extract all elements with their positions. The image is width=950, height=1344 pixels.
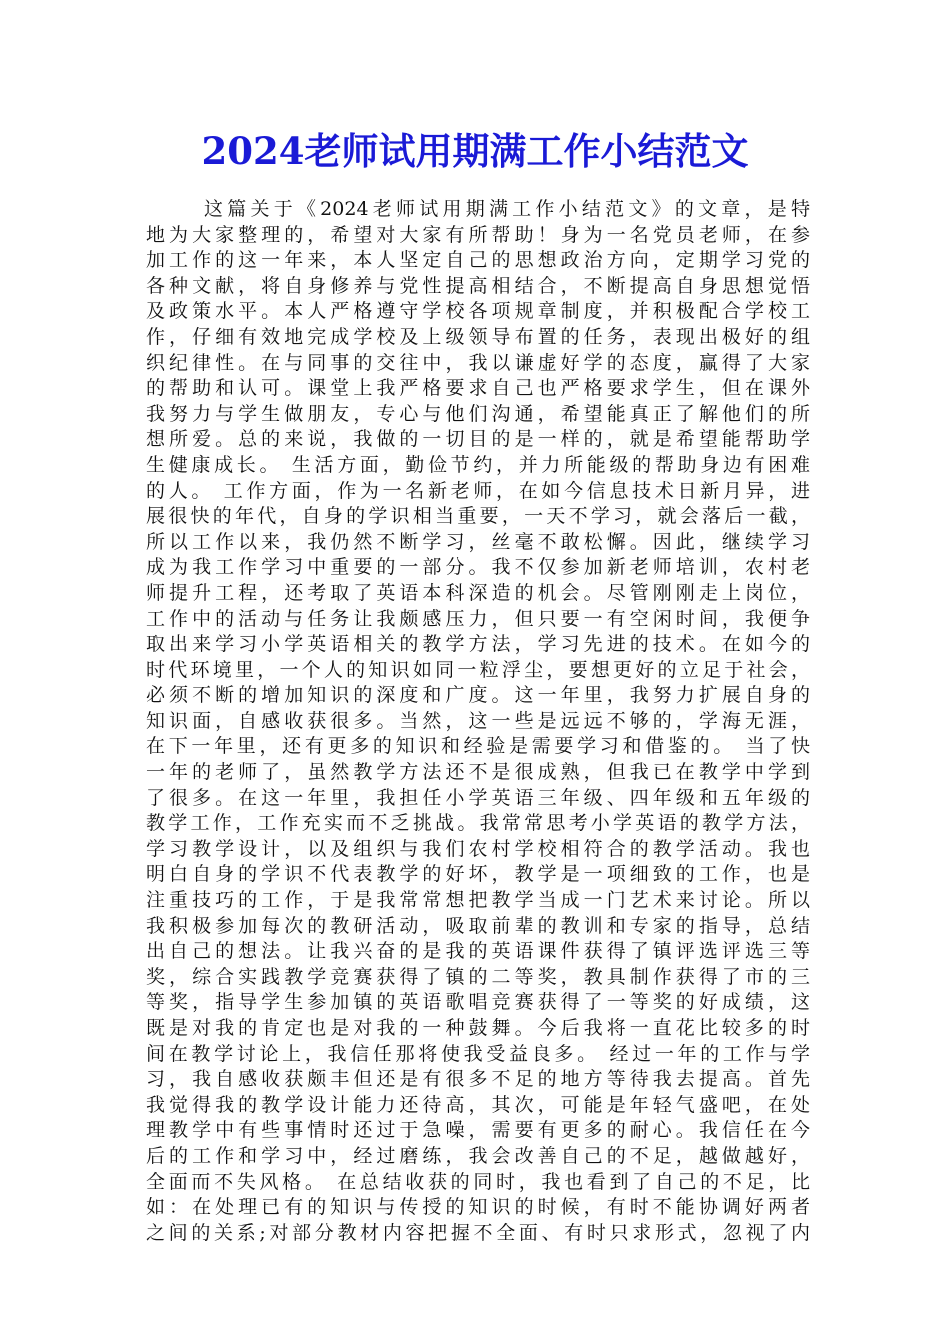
body-text-line: 之间的关系;对部分教材内容把握不全面、有时只求形式，忽视了内 [146, 1221, 810, 1244]
body-text-line: 所以工作以来，我仍然不断学习，丝毫不敢松懈。因此，继续学习 [146, 530, 810, 553]
body-text-line: 知识面，自感收获很多。当然，这一些是远远不够的，学海无涯， [146, 709, 810, 732]
body-text-line: 理教学中有些事情时还过于急噪，需要有更多的耐心。我信任在今 [146, 1119, 810, 1142]
body-text-line: 这篇关于《2024老师试用期满工作小结范文》的文章，是特 [204, 198, 810, 220]
body-text-line: 了很多。在这一年里，我担任小学英语三年级、四年级和五年级的 [146, 786, 810, 809]
body-text-line: 及政策水平。本人严格遵守学校各项规章制度，并积极配合学校工 [146, 300, 810, 323]
body-text-line: 地为大家整理的，希望对大家有所帮助！身为一名党员老师，在参 [146, 223, 810, 246]
body-text-line: 我努力与学生做朋友，专心与他们沟通，希望能真正了解他们的所 [146, 402, 810, 425]
body-text-line: 习，我自感收获颇丰但还是有很多不足的地方等待我去提高。首先 [146, 1068, 810, 1091]
body-text-line: 工作中的活动与任务让我颇感压力，但只要一有空闲时间，我便争 [146, 607, 810, 630]
body-text-line: 等奖，指导学生参加镇的英语歌唱竞赛获得了一等奖的好成绩，这 [146, 991, 810, 1014]
body-text-line: 学习教学设计，以及组织与我们农村学校相符合的教学活动。我也 [146, 837, 810, 860]
body-text-line: 既是对我的肯定也是对我的一种鼓舞。今后我将一直花比较多的时 [146, 1017, 810, 1039]
body-text-line: 一年的老师了，虽然教学方法还不是很成熟，但我已在教学中学到 [146, 761, 810, 784]
body-text-line: 想所爱。总的来说，我做的一切目的是一样的，就是希望能帮助学 [146, 428, 810, 451]
body-text-line: 时代环境里，一个人的知识如同一粒浮尘，要想更好的立足于社会， [146, 658, 810, 681]
body-text-line: 全面而不失风格。 在总结收获的同时，我也看到了自己的不足，比 [146, 1170, 810, 1193]
body-text-line: 教学工作，工作充实而不乏挑战。我常常思考小学英语的教学方法， [146, 812, 810, 835]
body-text-line: 取出来学习小学英语相关的教学方法，学习先进的技术。在如今的 [146, 633, 810, 656]
body-text-line: 的人。 工作方面，作为一名新老师，在如今信息技术日新月异，进 [146, 479, 810, 502]
body-text-line: 在下一年里，还有更多的知识和经验是需要学习和借鉴的。 当了快 [146, 735, 810, 758]
body-text-line: 间在教学讨论上，我信任那将使我受益良多。 经过一年的工作与学 [146, 1042, 810, 1065]
body-text-line: 的帮助和认可。课堂上我严格要求自己也严格要求学生，但在课外 [146, 377, 810, 400]
body-text-line: 织纪律性。在与同事的交往中，我以谦虚好学的态度，赢得了大家 [146, 351, 810, 374]
document-body [146, 197, 810, 1246]
body-text-line: 师提升工程，还考取了英语本科深造的机会。尽管刚刚走上岗位， [146, 581, 810, 604]
body-text-line: 后的工作和学习中，经过磨练，我会改善自己的不足，越做越好， [146, 1144, 810, 1167]
body-text-line: 生健康成长。 生活方面，勤俭节约，并力所能级的帮助身边有困难 [146, 453, 810, 476]
body-text-line: 加工作的这一年来，本人坚定自己的思想政治方向，定期学习党的 [146, 249, 810, 272]
body-text-line: 明白自身的学识不代表教学的好坏，教学是一项细致的工作，也是 [146, 863, 810, 886]
document-title: 2024老师试用期满工作小结范文 [201, 129, 749, 173]
body-text-line: 出自己的想法。让我兴奋的是我的英语课件获得了镇评选评选三等 [146, 940, 810, 963]
body-text-line: 展很快的年代，自身的学识相当重要，一天不学习，就会落后一截， [146, 505, 810, 528]
body-text-line: 注重技巧的工作，于是我常常想把教学当成一门艺术来讨论。所以 [146, 889, 810, 912]
body-text-line: 作，仔细有效地完成学校及上级领导布置的任务，表现出极好的组 [146, 325, 810, 348]
body-text-line: 必须不断的增加知识的深度和广度。这一年里，我努力扩展自身的 [146, 684, 810, 707]
body-text-line: 各种文献，将自身修养与党性提高相结合，不断提高自身思想觉悟 [146, 274, 810, 297]
body-text-line: 我积极参加每次的教研活动，吸取前辈的教训和专家的指导，总结 [146, 914, 810, 937]
body-text-line: 我觉得我的教学设计能力还待高，其次，可能是年轻气盛吧，在处 [146, 1093, 810, 1116]
body-text-line: 奖，综合实践教学竞赛获得了镇的二等奖，教具制作获得了市的三 [146, 965, 810, 988]
body-text-line: 如：在处理已有的知识与传授的知识的时候，有时不能协调好两者 [146, 1196, 810, 1219]
body-text-line: 成为我工作学习中重要的一部分。我不仅参加新老师培训，农村老 [146, 556, 810, 579]
